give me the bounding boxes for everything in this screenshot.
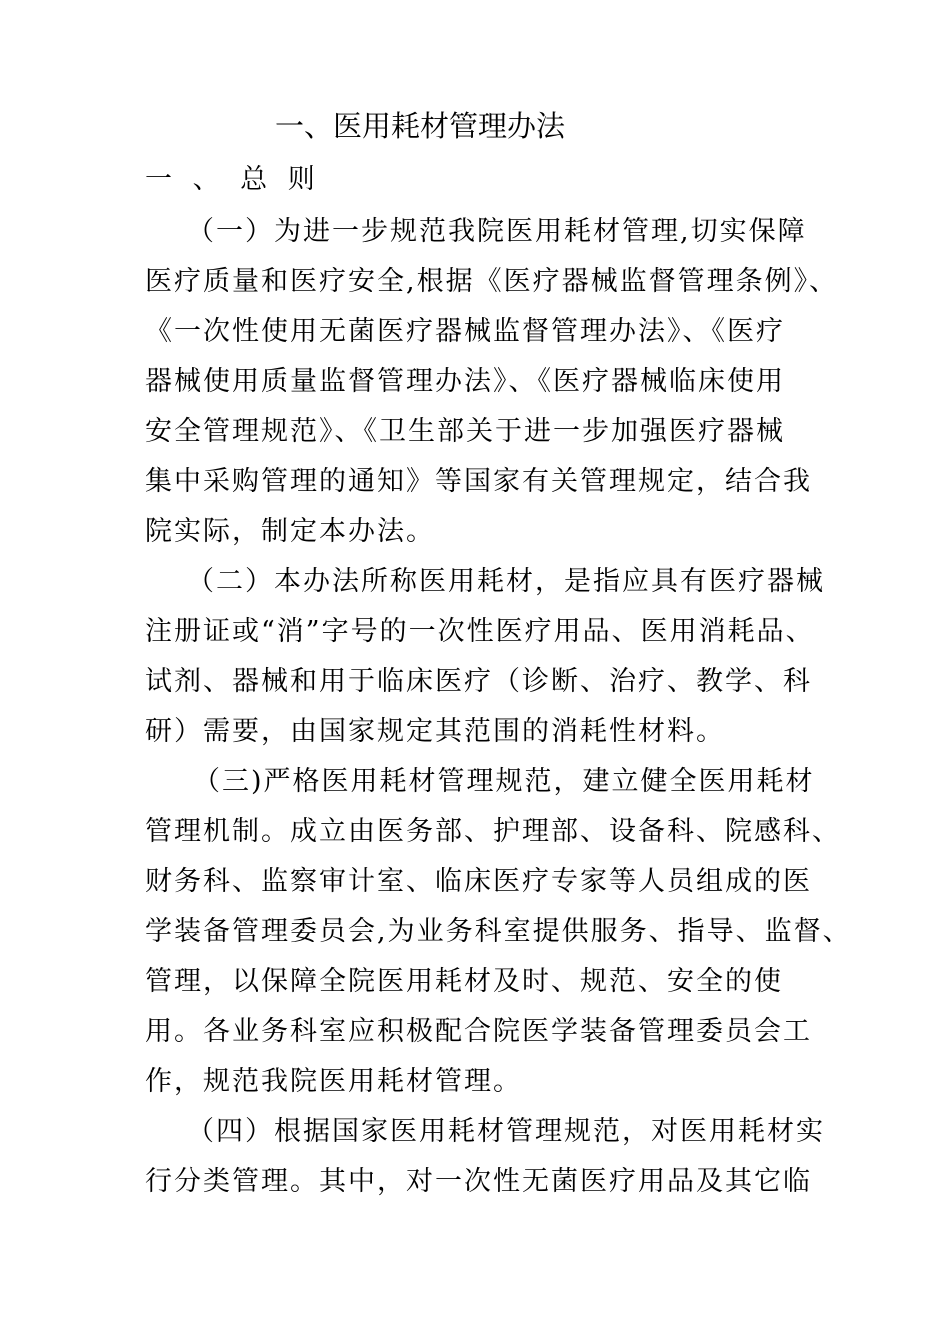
paragraph-line: 管理机制。成立由医务部、护理部、设备科、院感科、 [145, 816, 841, 847]
paragraph-line: 学装备管理委员会,为业务科室提供服务、指导、监督、 [145, 916, 852, 947]
paragraph-line: （一）为进一步规范我院医用耗材管理,切实保障 [187, 216, 807, 247]
paragraph-line: （三)严格医用耗材管理规范，建立健全医用耗材 [193, 766, 815, 797]
paragraph-line: 作，规范我院医用耗材管理。 [145, 1066, 522, 1097]
paragraph-line: （二）本办法所称医用耗材，是指应具有医疗器械 [187, 566, 825, 597]
section-heading: 一 、 总 则 [145, 164, 321, 195]
paragraph-line: 财务科、监察审计室、临床医疗专家等人员组成的医 [145, 866, 812, 897]
paragraph-line: 器械使用质量监督管理办法》、《医疗器械临床使用 [145, 366, 785, 397]
paragraph-line: 管理，以保障全院医用耗材及时、规范、安全的使 [145, 966, 783, 997]
paragraph-line: 研）需要，由国家规定其范围的消耗性材料。 [145, 716, 725, 747]
paragraph-line: 用。各业务科室应积极配合院医学装备管理委员会工 [145, 1016, 812, 1047]
paragraph-line: 行分类管理。其中，对一次性无菌医疗用品及其它临 [145, 1166, 812, 1197]
paragraph-line: 注册证或“消”字号的一次性医疗用品、医用消耗品、 [145, 616, 815, 647]
paragraph-line: 院实际，制定本办法。 [145, 516, 435, 547]
document-title: 一、医用耗材管理办法 [275, 109, 566, 143]
paragraph-line: 集中采购管理的通知》等国家有关管理规定，结合我 [145, 466, 812, 497]
paragraph-line: （四）根据国家医用耗材管理规范，对医用耗材实 [187, 1116, 825, 1147]
paragraph-line: 试剂、器械和用于临床医疗（诊断、治疗、教学、科 [145, 666, 812, 697]
paragraph-line: 医疗质量和医疗安全,根据《医疗器械监督管理条例》、 [145, 266, 839, 297]
paragraph-line: 安全管理规范》、《卫生部关于进一步加强医疗器械 [145, 416, 785, 447]
paragraph-line: 《一次性使用无菌医疗器械监督管理办法》、《医疗 [145, 316, 785, 347]
